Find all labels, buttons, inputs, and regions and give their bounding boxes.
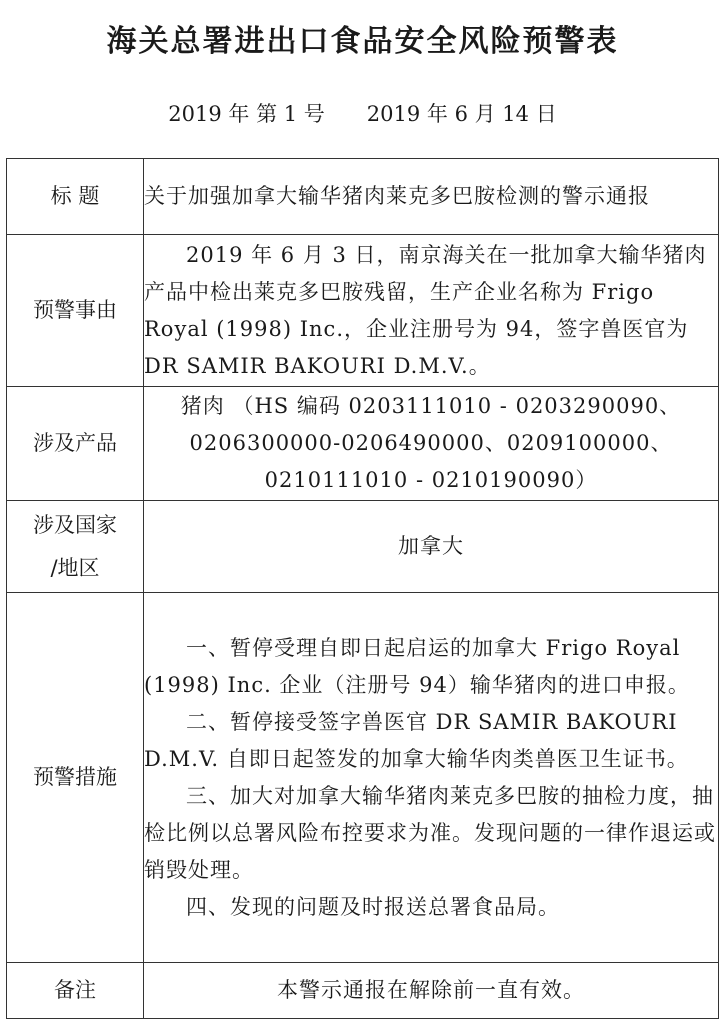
page-title: 海关总署进出口食品安全风险预警表 [106,24,619,59]
label-title: 标 题 [7,159,144,235]
label-product: 涉及产品 [7,387,144,501]
measure-item-3: 三、加大对加拿大输华猪肉莱克多巴胺的抽检力度，抽检比例以总署风险布控要求为准。发现问题的一律作退运或销毁处理。 [144,783,716,882]
issue-number: 2019 年 第 1 号 [168,102,325,126]
table-row-remark [7,963,719,1019]
label-region [7,501,144,593]
content-remark: 本警示通报在解除前一直有效。 [144,963,719,1019]
product-line-3: 0210111010 - 0210190090） [264,468,598,492]
warning-table [6,158,719,1019]
table-row-event [7,235,719,387]
content-product [144,387,719,501]
product-line-1: 猪肉 （HS 编码 0203111010 - 0203290090、 [180,394,682,418]
measure-item-4: 四、发现的问题及时报送总署食品局。 [186,894,560,919]
event-text: 2019 年 6 月 3 日，南京海关在一批加拿大输华猪肉产品中检出莱克多巴胺残留，生产企业名称为 Frigo Royal (1998) Inc.，企业注册号为 94，签字兽医官为 DR SAMIR BAKOURI D.M.V.。 [144,242,707,378]
label-remark: 备注 [7,963,144,1019]
table-row-title [7,159,719,235]
table-row-measures [7,593,719,963]
content-region: 加拿大 [144,501,719,593]
label-event: 预警事由 [7,235,144,387]
title-text: 关于加强加拿大输华猪肉莱克多巴胺检测的警示通报 [144,184,650,208]
issue-info [0,98,725,130]
label-region-line-1: 涉及国家 [33,512,117,537]
label-region-line-2: /地区 [50,555,100,580]
content-event [144,235,719,387]
table-row-product [7,387,719,501]
measure-item-2: 二、暂停接受签字兽医官 DR SAMIR BAKOURI D.M.V. 自即日起签发的加拿大输华肉类兽医卫生证书。 [144,709,689,771]
label-measures: 预警措施 [7,593,144,963]
product-line-2: 0206300000-0206490000、0209100000、 [189,431,673,455]
content-measures [144,593,719,963]
measure-item-1: 一、暂停受理自即日起启运的加拿大 Frigo Royal (1998) Inc. 企业（注册号 94）输华猪肉的进口申报。 [144,635,690,697]
content-title [144,159,719,235]
issue-date: 2019 年 6 月 14 日 [366,102,557,126]
table-row-region [7,501,719,593]
